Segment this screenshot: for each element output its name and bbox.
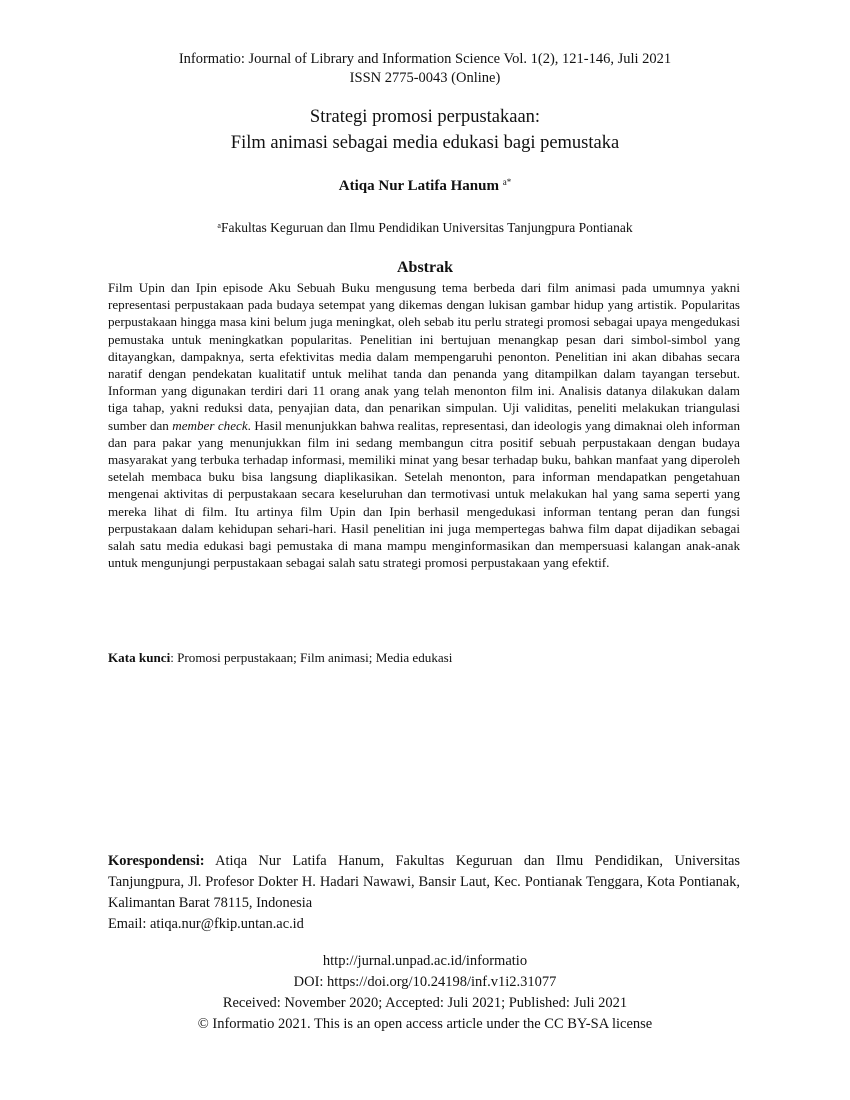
journal-header [0, 50, 850, 88]
issn-line: ISSN 2775-0043 (Online) [349, 70, 501, 86]
abstract-italic-term: member check [172, 417, 248, 433]
journal-citation-line: Informatio: Journal of Library and Information Science Vol. 1(2), 121-146, Juli 2021 [178, 51, 672, 67]
journal-url: http://jurnal.unpad.ac.id/informatio [322, 953, 528, 969]
correspondence-email: Email: atiqa.nur@fkip.untan.ac.id [108, 916, 304, 932]
keywords-text: : Promosi perpustakaan; Film animasi; Media edukasi [170, 650, 453, 665]
keywords-label: Kata kunci [108, 650, 171, 665]
affiliation-marker: a [217, 221, 221, 230]
abstract-text-part-1: Film Upin dan Ipin episode Aku Sebuah Buku mengusung tema berbeda dari film animasi pada umumnya yakni representasi perpustakaan pada budaya setempat yang dikemas dengan lukisan gambar hidup yang artistik. Popularitas perpustakaan hingga masa kini belum juga meningkat, oleh sebab itu perlu strategi promosi sebagai upaya mengedukasi pemustaka untuk meningkatkan popularitas. Penelitian ini bertujuan menangkap pesan dari simbol-simbol yang ditayangkan, dampaknya, serta efektivitas media dalam mempengaruhi penonton. Penelitian ini akan dibahas secara naratif dengan pendekatan kualitatif untuk melihat tanda dan penanda yang ditampilkan dalam tayangan tersebut. Informan yang digunakan terdiri dari 11 orang anak yang telah menonton film ini. Analisis datanya dilakukan dalam tiga tahap, yakni reduksi data, penyajian data, dan penarikan simpulan. Uji validitas, peneliti melakukan triangulasi sumber dan [108, 280, 740, 433]
keywords [108, 649, 740, 666]
abstract-heading: Abstrak [396, 259, 453, 276]
affiliation [0, 220, 850, 236]
doi-line: DOI: https://doi.org/10.24198/inf.v1i2.31077 [293, 974, 557, 990]
title-line-1: Strategi promosi perpustakaan: [309, 107, 541, 127]
title-line-2: Film animasi sebagai media edukasi bagi pemustaka [230, 133, 620, 153]
affiliation-text: Fakultas Keguruan dan Ilmu Pendidikan Universitas Tanjungpura Pontianak [220, 220, 633, 235]
correspondence-address [108, 851, 740, 914]
correspondence-label: Korespondensi: [108, 853, 205, 869]
correspondence-block [108, 851, 740, 935]
article-title [0, 104, 850, 156]
license-line: © Informatio 2021. This is an open access article under the CC BY-SA license [197, 1016, 653, 1032]
page-footer [0, 951, 850, 1035]
author-marker: a* [502, 177, 512, 187]
author-line [0, 177, 850, 195]
correspondence-text: Atiqa Nur Latifa Hanum, Fakultas Keguruan dan Ilmu Pendidikan, Universitas Tanjungpura, Jl. Profesor Dokter H. Hadari Nawawi, Bansir Laut, Kec. Pontianak Tenggara, Kota Pontianak, Kalimantan Barat 78115, Indonesia [108, 853, 740, 911]
abstract-text-part-2: . Hasil menunjukkan bahwa realitas, representasi, dan ideologis yang dimaknai oleh informan dan para pakar yang menunjukkan film ini sedang membangun citra positif sebuah perpustakaan dengan budaya masyarakat yang terbuka terhadap informasi, memiliki minat yang besar terhadap buku, bahkan manfaat yang diperoleh setelah membaca buku bisa langsung diaplikasikan. Setelah menonton, para informan mendapatkan pengetahuan mengenai aktivitas di perpustakaan secara keseluruhan dan termotivasi untuk melakukan hal yang sama seperti yang mereka lihat di film. Itu artinya film Upin dan Ipin berhasil mengedukasi informan tentang peran dan fungsi perpustakaan dalam kehidupan sehari-hari. Hasil penelitian ini juga mempertegas bahwa film dapat dijadikan sebagai salah satu media edukasi bagi pemustaka di mana mampu menginformasikan dan mempersuasi kalangan anak-anak untuk mengunjungi perpustakaan sebagai salah satu strategi promosi perpustakaan yang efektif. [108, 417, 741, 571]
dates-line: Received: November 2020; Accepted: Juli 2021; Published: Juli 2021 [222, 995, 628, 1011]
abstract-body [108, 279, 740, 571]
author-name: Atiqa Nur Latifa Hanum [338, 178, 499, 194]
